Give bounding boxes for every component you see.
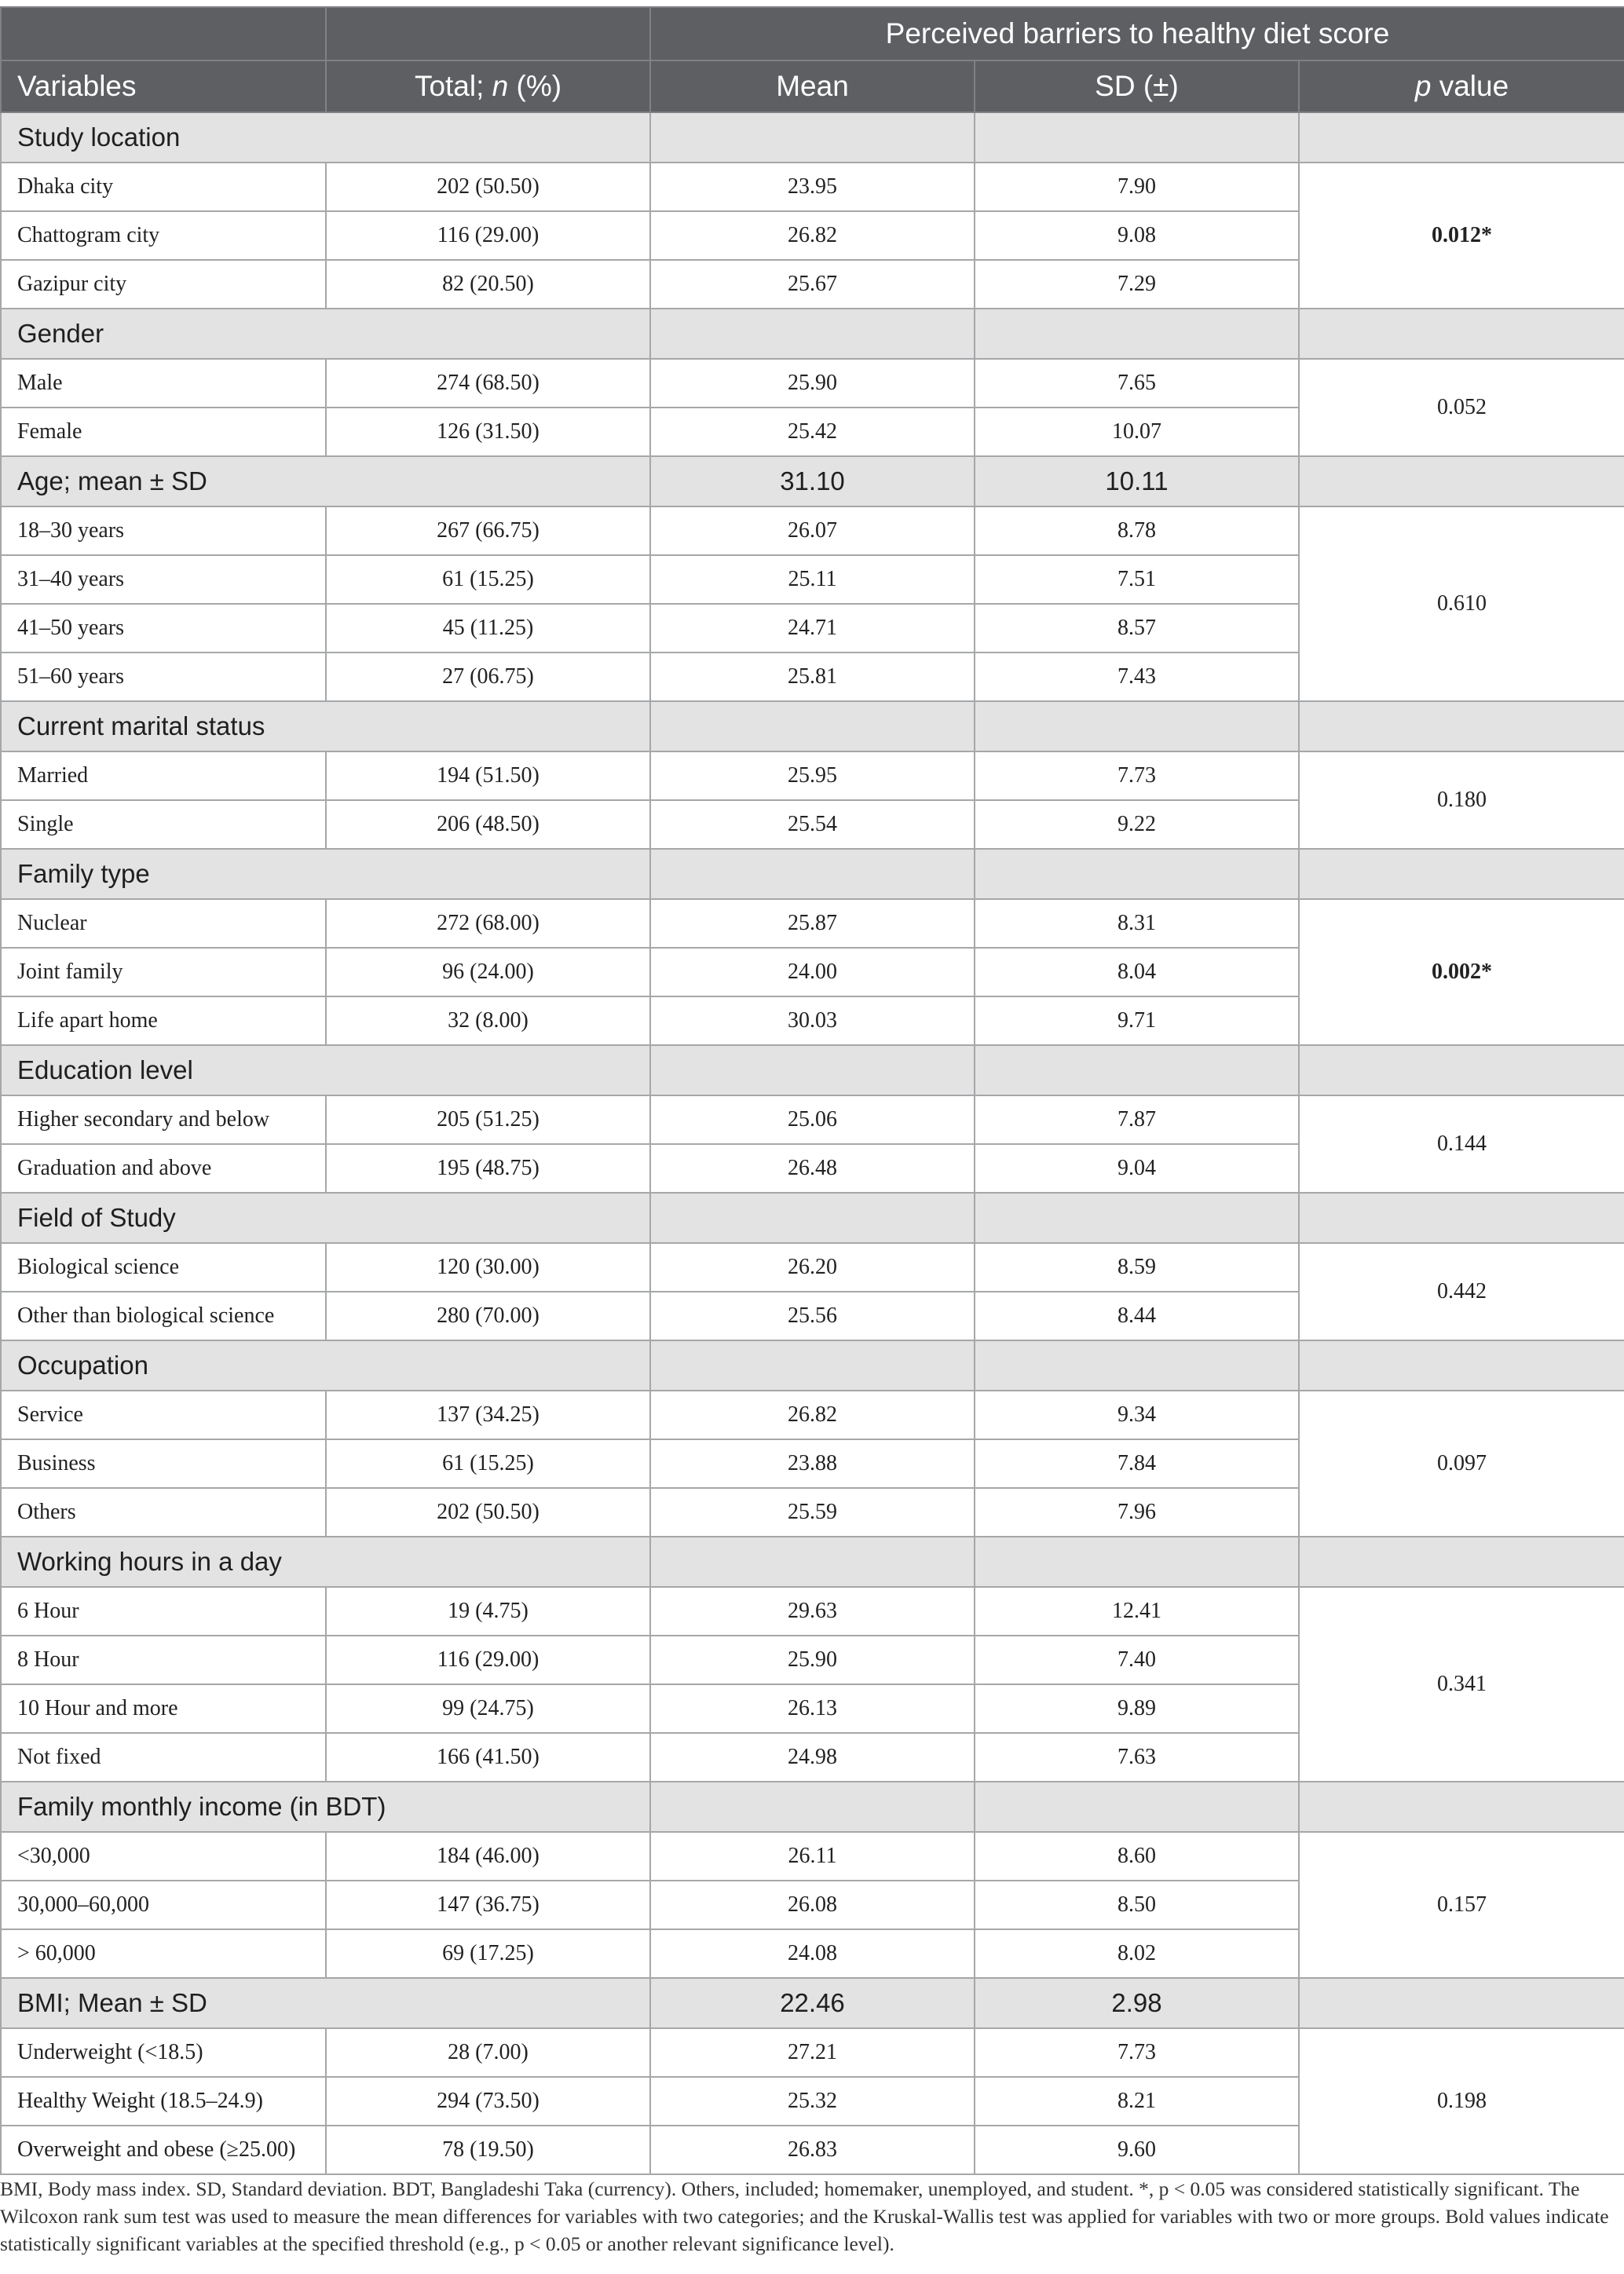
row-sd: 7.51	[975, 555, 1299, 604]
section-p-empty	[1299, 309, 1624, 359]
p-value-cell: 0.341	[1299, 1587, 1624, 1782]
section-title: Gender	[1, 309, 650, 359]
p-value-cell: 0.144	[1299, 1095, 1624, 1193]
section-title: Education level	[1, 1045, 650, 1095]
header-sd: SD (±)	[975, 60, 1299, 112]
row-total: 19 (4.75)	[326, 1587, 650, 1636]
p-value-cell: 0.012*	[1299, 163, 1624, 309]
row-mean: 25.90	[650, 1636, 975, 1684]
row-label: Gazipur city	[1, 260, 326, 309]
row-mean: 26.20	[650, 1243, 975, 1292]
section-sd: 10.11	[975, 456, 1299, 506]
header-mean: Mean	[650, 60, 975, 112]
p-value-cell: 0.097	[1299, 1391, 1624, 1537]
row-sd: 7.84	[975, 1439, 1299, 1488]
row-total: 126 (31.50)	[326, 408, 650, 456]
row-total: 280 (70.00)	[326, 1292, 650, 1340]
row-mean: 26.13	[650, 1684, 975, 1733]
row-label: Biological science	[1, 1243, 326, 1292]
row-label: 10 Hour and more	[1, 1684, 326, 1733]
row-label: Other than biological science	[1, 1292, 326, 1340]
row-total: 82 (20.50)	[326, 260, 650, 309]
p-value-cell: 0.610	[1299, 506, 1624, 701]
row-total: 120 (30.00)	[326, 1243, 650, 1292]
p-value-cell: 0.180	[1299, 751, 1624, 849]
header-variables: Variables	[1, 60, 326, 112]
row-sd: 8.59	[975, 1243, 1299, 1292]
row-mean: 25.87	[650, 899, 975, 948]
row-sd: 8.78	[975, 506, 1299, 555]
row-sd: 9.22	[975, 800, 1299, 849]
row-sd: 9.60	[975, 2126, 1299, 2174]
row-total: 184 (46.00)	[326, 1832, 650, 1881]
row-label: 8 Hour	[1, 1636, 326, 1684]
p-value-cell: 0.052	[1299, 359, 1624, 456]
section-title: Field of Study	[1, 1193, 650, 1243]
row-total: 206 (48.50)	[326, 800, 650, 849]
table-header	[1, 7, 1624, 112]
table-container	[0, 6, 1624, 2175]
section-mean	[650, 701, 975, 751]
section-title: Family monthly income (in BDT)	[1, 1782, 650, 1832]
row-label: 6 Hour	[1, 1587, 326, 1636]
row-sd: 7.29	[975, 260, 1299, 309]
row-label: Others	[1, 1488, 326, 1537]
p-value-cell: 0.442	[1299, 1243, 1624, 1340]
row-label: Not fixed	[1, 1733, 326, 1782]
section-title: Occupation	[1, 1340, 650, 1391]
p-value-cell: 0.002*	[1299, 899, 1624, 1045]
section-p-empty	[1299, 456, 1624, 506]
row-total: 137 (34.25)	[326, 1391, 650, 1439]
row-sd: 7.90	[975, 163, 1299, 211]
row-total: 61 (15.25)	[326, 1439, 650, 1488]
section-title: Working hours in a day	[1, 1537, 650, 1587]
row-sd: 7.87	[975, 1095, 1299, 1144]
row-sd: 7.63	[975, 1733, 1299, 1782]
table-row	[1, 1243, 1624, 1292]
data-table	[0, 6, 1624, 2175]
row-label: Joint family	[1, 948, 326, 996]
table-row	[1, 1832, 1624, 1881]
section-row	[1, 456, 1624, 506]
section-title: BMI; Mean ± SD	[1, 1978, 650, 2028]
section-mean	[650, 309, 975, 359]
section-sd	[975, 1537, 1299, 1587]
row-mean: 23.88	[650, 1439, 975, 1488]
row-total: 96 (24.00)	[326, 948, 650, 996]
row-label: Dhaka city	[1, 163, 326, 211]
header-empty-1	[1, 7, 326, 60]
table-row	[1, 163, 1624, 211]
row-mean: 26.11	[650, 1832, 975, 1881]
row-total: 267 (66.75)	[326, 506, 650, 555]
row-total: 195 (48.75)	[326, 1144, 650, 1193]
row-total: 116 (29.00)	[326, 1636, 650, 1684]
section-p-empty	[1299, 1782, 1624, 1832]
p-value-cell: 0.198	[1299, 2028, 1624, 2174]
row-total: 32 (8.00)	[326, 996, 650, 1045]
header-group-title: Perceived barriers to healthy diet score	[650, 7, 1624, 60]
table-row	[1, 1587, 1624, 1636]
section-mean	[650, 1340, 975, 1391]
row-sd: 7.73	[975, 751, 1299, 800]
section-title: Family type	[1, 849, 650, 899]
row-label: Overweight and obese (≥25.00)	[1, 2126, 326, 2174]
row-total: 147 (36.75)	[326, 1881, 650, 1929]
section-row	[1, 112, 1624, 163]
table-row	[1, 506, 1624, 555]
row-total: 61 (15.25)	[326, 555, 650, 604]
row-mean: 25.90	[650, 359, 975, 408]
row-total: 28 (7.00)	[326, 2028, 650, 2077]
row-label: Life apart home	[1, 996, 326, 1045]
row-total: 294 (73.50)	[326, 2077, 650, 2126]
section-sd	[975, 1340, 1299, 1391]
row-mean: 26.48	[650, 1144, 975, 1193]
row-label: 31–40 years	[1, 555, 326, 604]
row-mean: 30.03	[650, 996, 975, 1045]
row-mean: 25.95	[650, 751, 975, 800]
row-mean: 25.42	[650, 408, 975, 456]
section-p-empty	[1299, 849, 1624, 899]
row-total: 205 (51.25)	[326, 1095, 650, 1144]
row-sd: 8.31	[975, 899, 1299, 948]
table-row	[1, 359, 1624, 408]
row-total: 194 (51.50)	[326, 751, 650, 800]
row-label: Male	[1, 359, 326, 408]
section-p-empty	[1299, 1193, 1624, 1243]
section-mean	[650, 1045, 975, 1095]
header-empty-2	[326, 7, 650, 60]
row-sd: 9.04	[975, 1144, 1299, 1193]
row-sd: 9.34	[975, 1391, 1299, 1439]
section-title: Age; mean ± SD	[1, 456, 650, 506]
row-mean: 25.56	[650, 1292, 975, 1340]
section-row	[1, 309, 1624, 359]
table-row	[1, 1095, 1624, 1144]
row-sd: 9.89	[975, 1684, 1299, 1733]
row-sd: 7.65	[975, 359, 1299, 408]
section-mean	[650, 849, 975, 899]
section-p-empty	[1299, 1045, 1624, 1095]
row-sd: 7.73	[975, 2028, 1299, 2077]
row-sd: 7.96	[975, 1488, 1299, 1537]
row-sd: 8.60	[975, 1832, 1299, 1881]
row-total: 69 (17.25)	[326, 1929, 650, 1978]
row-mean: 25.81	[650, 653, 975, 701]
row-mean: 29.63	[650, 1587, 975, 1636]
row-sd: 8.44	[975, 1292, 1299, 1340]
row-mean: 24.00	[650, 948, 975, 996]
row-label: Business	[1, 1439, 326, 1488]
row-label: Single	[1, 800, 326, 849]
row-total: 274 (68.50)	[326, 359, 650, 408]
row-total: 116 (29.00)	[326, 211, 650, 260]
row-sd: 8.57	[975, 604, 1299, 653]
row-sd: 10.07	[975, 408, 1299, 456]
row-sd: 7.40	[975, 1636, 1299, 1684]
row-mean: 27.21	[650, 2028, 975, 2077]
row-total: 45 (11.25)	[326, 604, 650, 653]
section-sd	[975, 112, 1299, 163]
row-label: Married	[1, 751, 326, 800]
header-p-value: p value	[1299, 60, 1624, 112]
row-mean: 25.11	[650, 555, 975, 604]
row-sd: 8.02	[975, 1929, 1299, 1978]
section-row	[1, 1537, 1624, 1587]
section-row	[1, 1782, 1624, 1832]
section-sd	[975, 1782, 1299, 1832]
section-sd	[975, 1193, 1299, 1243]
row-label: 51–60 years	[1, 653, 326, 701]
row-total: 202 (50.50)	[326, 163, 650, 211]
row-label: <30,000	[1, 1832, 326, 1881]
table-row	[1, 2028, 1624, 2077]
header-total: Total; n (%)	[326, 60, 650, 112]
section-mean	[650, 112, 975, 163]
section-row	[1, 1978, 1624, 2028]
section-title: Study location	[1, 112, 650, 163]
row-label: Graduation and above	[1, 1144, 326, 1193]
row-label: 18–30 years	[1, 506, 326, 555]
section-sd: 2.98	[975, 1978, 1299, 2028]
section-p-empty	[1299, 701, 1624, 751]
row-mean: 24.98	[650, 1733, 975, 1782]
section-title: Current marital status	[1, 701, 650, 751]
row-label: Female	[1, 408, 326, 456]
table-row	[1, 899, 1624, 948]
row-mean: 26.82	[650, 211, 975, 260]
row-mean: 23.95	[650, 163, 975, 211]
section-mean	[650, 1782, 975, 1832]
row-total: 78 (19.50)	[326, 2126, 650, 2174]
section-row	[1, 1193, 1624, 1243]
row-label: Higher secondary and below	[1, 1095, 326, 1144]
row-sd: 9.08	[975, 211, 1299, 260]
section-row	[1, 1045, 1624, 1095]
section-p-empty	[1299, 1340, 1624, 1391]
row-label: Chattogram city	[1, 211, 326, 260]
section-row	[1, 701, 1624, 751]
row-sd: 9.71	[975, 996, 1299, 1045]
row-total: 27 (06.75)	[326, 653, 650, 701]
row-sd: 8.50	[975, 1881, 1299, 1929]
section-sd	[975, 1045, 1299, 1095]
table-row	[1, 751, 1624, 800]
row-sd: 12.41	[975, 1587, 1299, 1636]
row-label: Service	[1, 1391, 326, 1439]
row-mean: 25.32	[650, 2077, 975, 2126]
section-row	[1, 849, 1624, 899]
row-mean: 25.54	[650, 800, 975, 849]
section-mean: 22.46	[650, 1978, 975, 2028]
row-mean: 26.07	[650, 506, 975, 555]
row-mean: 26.82	[650, 1391, 975, 1439]
row-mean: 24.08	[650, 1929, 975, 1978]
section-mean	[650, 1537, 975, 1587]
row-mean: 26.08	[650, 1881, 975, 1929]
row-label: Healthy Weight (18.5–24.9)	[1, 2077, 326, 2126]
row-mean: 24.71	[650, 604, 975, 653]
row-sd: 7.43	[975, 653, 1299, 701]
row-sd: 8.21	[975, 2077, 1299, 2126]
section-p-empty	[1299, 112, 1624, 163]
section-sd	[975, 309, 1299, 359]
row-label: > 60,000	[1, 1929, 326, 1978]
row-total: 272 (68.00)	[326, 899, 650, 948]
table-row	[1, 1391, 1624, 1439]
section-sd	[975, 849, 1299, 899]
row-mean: 25.59	[650, 1488, 975, 1537]
row-label: Underweight (<18.5)	[1, 2028, 326, 2077]
row-label: Nuclear	[1, 899, 326, 948]
section-mean: 31.10	[650, 456, 975, 506]
row-total: 166 (41.50)	[326, 1733, 650, 1782]
row-label: 30,000–60,000	[1, 1881, 326, 1929]
row-sd: 8.04	[975, 948, 1299, 996]
row-mean: 26.83	[650, 2126, 975, 2174]
section-p-empty	[1299, 1978, 1624, 2028]
row-total: 99 (24.75)	[326, 1684, 650, 1733]
section-row	[1, 1340, 1624, 1391]
row-total: 202 (50.50)	[326, 1488, 650, 1537]
section-mean	[650, 1193, 975, 1243]
row-label: 41–50 years	[1, 604, 326, 653]
section-p-empty	[1299, 1537, 1624, 1587]
p-value-cell: 0.157	[1299, 1832, 1624, 1978]
row-mean: 25.06	[650, 1095, 975, 1144]
section-sd	[975, 701, 1299, 751]
row-mean: 25.67	[650, 260, 975, 309]
table-body	[1, 112, 1624, 2174]
table-footnote: BMI, Body mass index. SD, Standard deviation. BDT, Bangladeshi Taka (currency). Others, included; homemaker, unemployed, and student. *, p < 0.05 was considered statistically significant. The Wilcoxon rank sum test was used to measure the mean differences for variables with two categories; and the Kruskal-Wallis test was applied for variables with two or more groups. Bold values indicate statistically significant variables at the specified threshold (e.g., p < 0.05 or another relevant significance level).	[0, 2177, 1609, 2255]
